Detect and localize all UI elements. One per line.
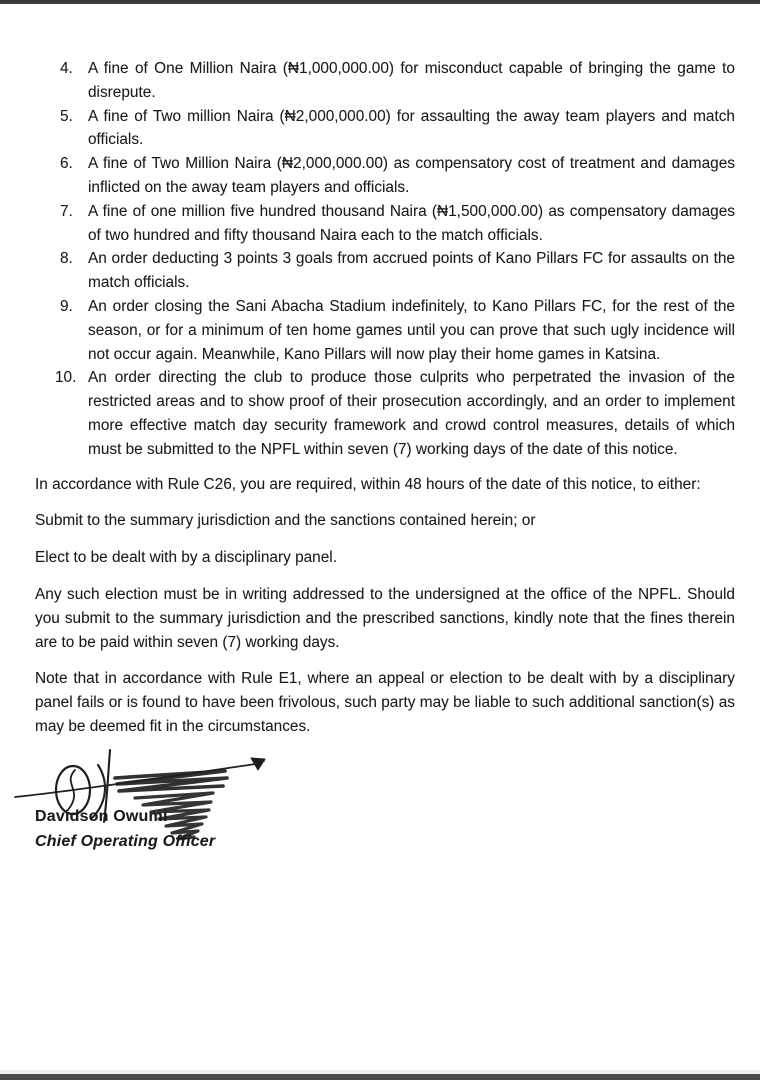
paragraph-rule-c26: In accordance with Rule C26, you are required, within 48 hours of the date of this notice, to either: bbox=[35, 475, 701, 493]
list-item-text: An order directing the club to produce those culprits who perpetrated the invasion of the restricted areas and to show proof of their prosecution accordingly, and an order to implement more effective match day security framework and crowd control measures, details of which must be submitted to the NPFL within seven (7) working days of the date of this notice. bbox=[88, 369, 735, 458]
paragraph-elect-option: Elect to be dealt with by a disciplinary panel. bbox=[35, 549, 337, 567]
list-item-text: An order closing the Sani Abacha Stadium indefinitely, to Kano Pillars FC, for the rest of the season, or for a minimum of ten home games until you can prove that such ugly incidence will not occur again. Meanwhile, Kano Pillars will now play their home games in Katsina. bbox=[88, 297, 735, 363]
list-item bbox=[35, 247, 735, 295]
signatory-name: Davidson Owumi bbox=[35, 807, 168, 825]
letter-body bbox=[35, 57, 735, 870]
list-item-text: A fine of one million five hundred thousand Naira (₦1,500,000.00) as compensatory damages of two hundred and fifty thousand Naira each to the match officials. bbox=[88, 202, 735, 244]
list-item bbox=[35, 366, 735, 461]
list-item-number: 9. bbox=[60, 297, 73, 315]
list-item-number: 5. bbox=[60, 107, 73, 125]
sanctions-list bbox=[35, 57, 735, 462]
list-item-text: An order deducting 3 points 3 goals from accrued points of Kano Pillars FC for assaults on the match officials. bbox=[88, 250, 735, 292]
list-item bbox=[35, 57, 735, 105]
list-item-text: A fine of Two million Naira (₦2,000,000.00) for assaulting the away team players and match officials. bbox=[88, 107, 735, 149]
paragraph-submit-option: Submit to the summary jurisdiction and the sanctions contained herein; or bbox=[35, 512, 536, 530]
list-item bbox=[35, 295, 735, 366]
photo-bottom-edge bbox=[0, 1070, 760, 1080]
list-item bbox=[35, 152, 735, 200]
signatory-title: Chief Operating Officer bbox=[35, 832, 216, 850]
paragraph-election-instructions: Any such election must be in writing addressed to the undersigned at the office of the NPFL. Should you submit to the summary jurisdiction and the prescribed sanctions, kindly note that the fines therein are to be paid within seven (7) working days. bbox=[35, 585, 735, 651]
list-item-number: 7. bbox=[60, 202, 73, 220]
list-item-text: A fine of One Million Naira (₦1,000,000.00) for misconduct capable of bringing the game to disrepute. bbox=[88, 60, 735, 101]
signature-block bbox=[35, 745, 735, 870]
list-item-number: 6. bbox=[60, 155, 73, 173]
list-item-number: 10. bbox=[55, 369, 77, 387]
list-item bbox=[35, 200, 735, 248]
paragraph-rule-e1-note: Note that in accordance with Rule E1, where an appeal or election to be dealt with by a disciplinary panel fails or is found to have been frivolous, such party may be liable to such additional sanction(s) as may be deemed fit in the circumstances. bbox=[35, 670, 735, 735]
bottom-dark-line bbox=[0, 1074, 760, 1080]
list-item-text: A fine of Two Million Naira (₦2,000,000.00) as compensatory cost of treatment and damages inflicted on the away team players and officials. bbox=[88, 155, 735, 196]
photo-top-edge bbox=[0, 0, 760, 4]
list-item-number: 4. bbox=[60, 60, 73, 77]
list-item bbox=[35, 105, 735, 153]
list-item-number: 8. bbox=[60, 250, 73, 268]
